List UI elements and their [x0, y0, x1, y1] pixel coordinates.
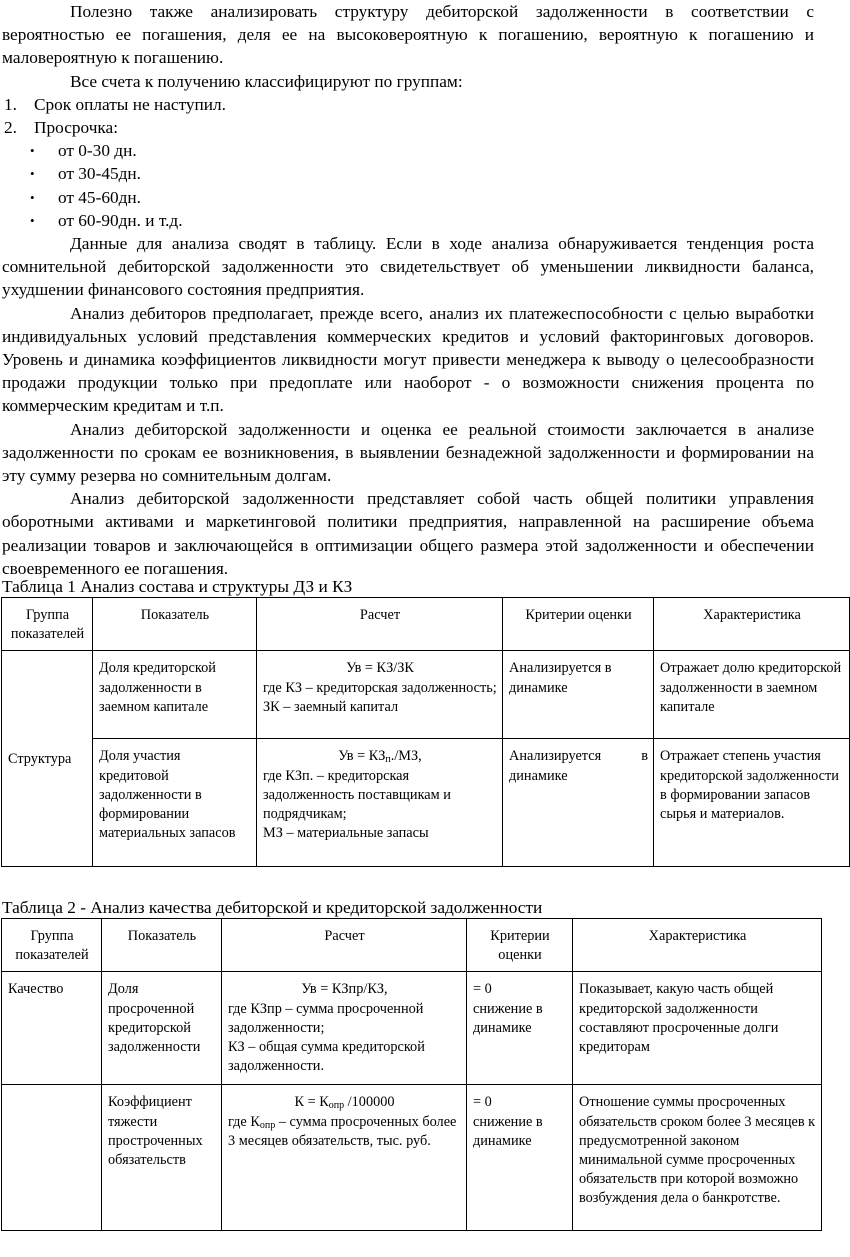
formula-explanation [228, 1113, 461, 1151]
paragraph-debtor-analysis: Анализ дебиторов предполагает, прежде всего, анализ их платежеспособности с целью выработки индивидуальных условий представления коммерческих кредитов и условий факторинговых договоров. Уровень и динамика коэффициентов ликвидности могут привести менеджера к выводу о целесообразности продажи продукции только при предоплате или наоборот - о возможности снижения процента по коммерческим кредитам и т.п. [2, 303, 814, 416]
indicator-cell: Доля участия кредитовой задолженности в формировании материальных запасов [93, 739, 257, 867]
table-row [2, 651, 850, 739]
formula-part: /100000 [344, 1094, 395, 1111]
paragraph-policy: Анализ дебиторской задолженности представляет собой часть общей политики управления оборотными активами и маркетинговой политики предприятия, направленной на расширение объема реализации товаров и заключающейся в оптимизации общего размера этой задолженности и обеспечении своевременного ее погашения. [2, 489, 814, 578]
table-row [2, 739, 850, 867]
bullet-icon: • [30, 212, 35, 228]
header-characteristic: Характеристика [654, 598, 850, 651]
bullet-icon: • [30, 143, 35, 159]
calculation-cell [257, 739, 503, 867]
formula [228, 1093, 461, 1112]
list-marker: 1. [4, 94, 17, 114]
formula-part: – сумма просроченных более 3 месяцев обязательств, тыс. руб. [228, 1113, 457, 1149]
formula: Ув = КЗпр/КЗ, [301, 981, 388, 998]
formula-explanation: где КЗпр – сумма просроченной задолженности; [228, 1000, 424, 1036]
paragraph-data-table: Данные для анализа сводят в таблицу. Если в ходе анализа обнаруживается тенденция роста сомнительной дебиторской задолженности это свидетельствует об уменьшении ликвидности баланса, ухудшении финансового состояния предприятия. [2, 234, 814, 300]
header-group: Группа показателей [2, 598, 93, 651]
criteria-cell [503, 739, 654, 867]
indicator-cell: Доля кредиторской задолженности в заемном капитале [93, 651, 257, 739]
table-header-row [2, 598, 850, 651]
indicator-cell: Коэффициент тяжести простроченных обязательств [102, 1085, 222, 1231]
criteria-cell [467, 1085, 573, 1231]
table1-caption: Таблица 1 Анализ состава и структуры ДЗ и КЗ [2, 577, 353, 596]
list-item-text: от 0-30 дн. [58, 141, 137, 161]
table2 [1, 918, 822, 1231]
list-item-text: Просрочка: [34, 118, 118, 137]
group-cell: Структура [2, 651, 93, 867]
formula-explanation: где КЗп. – кредиторская задолженность поставщикам и подрядчикам; [263, 767, 451, 823]
formula: Ув = КЗ/ЗК [346, 660, 414, 677]
table-header-row [2, 919, 822, 972]
criteria-text: снижение в динамике [473, 1000, 543, 1036]
table1 [1, 597, 850, 867]
criteria-text: = 0 [473, 981, 492, 998]
header-indicator: Показатель [93, 598, 257, 651]
formula-explanation: где КЗ – кредиторская задолженность; [263, 679, 497, 696]
list-item-text: от 60-90дн. и т.д. [58, 210, 183, 230]
criteria-text: в [641, 748, 648, 765]
calculation-cell [222, 1085, 467, 1231]
calculation-cell [257, 651, 503, 739]
criteria-text: динамике [509, 767, 568, 784]
characteristic-cell: Отражает степень участия кредиторской задолженности в формировании запасов сырья и материалов. [654, 739, 850, 867]
criteria-text: Анализируется [509, 748, 602, 765]
header-calculation: Расчет [257, 598, 503, 651]
header-calculation: Расчет [222, 919, 467, 972]
formula-subscript: п [385, 754, 391, 766]
table2-caption: Таблица 2 - Анализ качества дебиторской и кредиторской задолженности [2, 898, 543, 917]
bullet-icon: • [30, 166, 35, 182]
characteristic-cell: Отражает долю кредиторской задолженности в заемном капитале [654, 651, 850, 739]
bullet-icon: • [30, 189, 35, 205]
header-characteristic: Характеристика [573, 919, 822, 972]
header-group: Группа показателей [2, 919, 102, 972]
criteria-line [509, 747, 648, 766]
formula [263, 747, 497, 766]
formula-part: где К [228, 1113, 260, 1130]
formula-subscript: опр [328, 1100, 345, 1112]
criteria-cell [467, 972, 573, 1085]
table-row [2, 1085, 822, 1231]
paragraph-classification: Все счета к получению классифицируют по группам: [70, 71, 463, 91]
list-item-text: от 30-45дн. [58, 164, 141, 184]
list-item-text: Срок оплаты не наступил. [34, 94, 226, 114]
formula-subscript: опр [259, 1119, 276, 1131]
calculation-cell [222, 972, 467, 1085]
paragraph-real-value: Анализ дебиторской задолженности и оценка ее реальной стоимости заключается в анализе задолженности по срокам ее возникновения, в выявлении безнадежной задолженности и формировании на эту сумму резерва но сомнительным долгам. [2, 419, 814, 485]
indicator-cell: Доля просроченной кредиторской задолженности [102, 972, 222, 1085]
formula-explanation: КЗ – общая сумма кредиторской задолженности. [228, 1039, 425, 1075]
formula-explanation: МЗ – материальные запасы [263, 825, 429, 842]
characteristic-cell: Отношение суммы просроченных обязательств сроком более 3 месяцев к предусмотренной законом минимальной сумме просроченных обязательств при которой возможно возбуждения дела о банкротстве. [573, 1085, 822, 1231]
formula-part: Ув = КЗ [338, 748, 386, 765]
formula-explanation: ЗК – заемный капитал [263, 698, 399, 715]
header-criteria: Критерии оценки [467, 919, 573, 972]
table-row [2, 972, 822, 1085]
list-marker: 2. [4, 118, 17, 137]
criteria-text: динамике [509, 679, 568, 696]
group-cell: Качество [2, 972, 102, 1085]
criteria-text: = 0 [473, 1094, 492, 1111]
formula-part: К = К [294, 1094, 329, 1111]
criteria-cell [503, 651, 654, 739]
group-cell-empty [2, 1085, 102, 1231]
header-criteria: Критерии оценки [503, 598, 654, 651]
criteria-text: снижение в динамике [473, 1113, 543, 1149]
criteria-text: Анализируется в [509, 660, 612, 677]
list-item-text: от 45-60дн. [58, 187, 141, 207]
paragraph-structure: Полезно также анализировать структуру дебиторской задолженности в соответствии с вероятностью ее погашения, деля ее на высоковероятную к погашению, вероятную к погашению и маловероятную к погашению. [2, 2, 814, 68]
header-indicator: Показатель [102, 919, 222, 972]
formula-part: ./МЗ, [390, 748, 422, 765]
characteristic-cell: Показывает, какую часть общей кредиторской задолженности составляют просроченные долги кредиторам [573, 972, 822, 1085]
